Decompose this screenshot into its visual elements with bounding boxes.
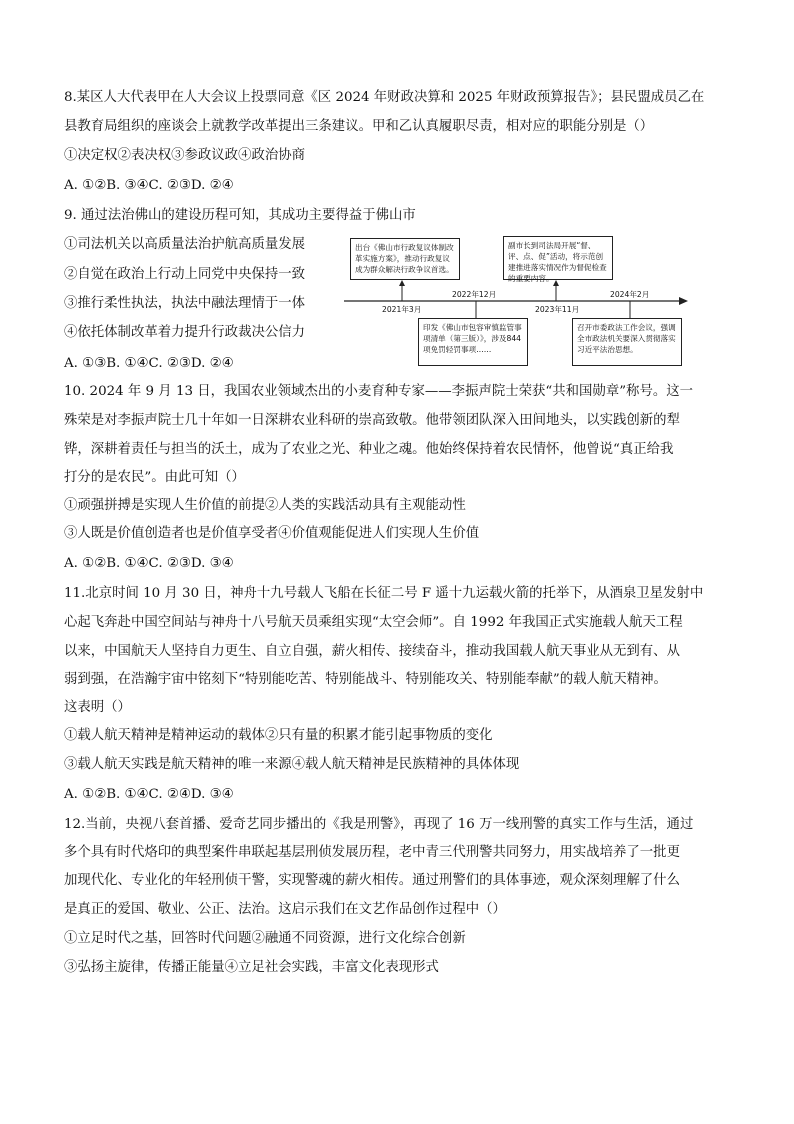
q10-stem-line4: 打分的是农民”。由此可知（）	[64, 470, 245, 485]
q10-items2: ③人既是价值创造者也是价值享受者④价值观能促进人们实现人生价值	[64, 526, 480, 541]
q10-stem-line2: 殊荣是对李振声院士几十年如一日深耕农业科研的崇高致敬。他带领团队深入田间地头，以实践创新的犁	[64, 413, 680, 428]
q9-item3: ③推行柔性执法，执法中融法理情于一体	[64, 296, 306, 311]
timeline-box-2023: 副市长到司法局开展“督、评、点、促”活动，将示范创建推进落实情况作为督促检查的重要内容。	[503, 236, 613, 280]
q9-timeline-figure	[340, 228, 690, 370]
q11-stem-line4: 弱到强，在浩瀚宇宙中铭刻下“特别能吃苦、特别能战斗、特别能攻关、特别能奉献”的载人航天精神。	[64, 672, 667, 687]
q9-item2: ②自觉在政治上行动上同党中央保持一致	[64, 267, 306, 282]
q10-items1: ①顽强拼搏是实现人生价值的前提②人类的实践活动具有主观能动性	[64, 498, 466, 513]
timeline-date-2021: 2021年3月	[382, 305, 422, 314]
q9-stem: 9. 通过法治佛山的建设历程可知，其成功主要得益于佛山市	[64, 208, 416, 223]
q8-options: A. ①②B. ③④C. ②③D. ②④	[64, 178, 234, 193]
timeline-date-2024: 2024年2月	[610, 290, 650, 299]
q8-stem-line2: 县教育局组织的座谈会上就教学改革提出三条建议。甲和乙认真履职尽责，相对应的职能分别是（）	[64, 119, 654, 134]
q8-items: ①决定权②表决权③参政议政④政治协商	[64, 148, 306, 163]
q12-items1: ①立足时代之基，回答时代问题②融通不同资源，进行文化综合创新	[64, 931, 466, 946]
q11-stem-line5: 这表明（）	[64, 700, 131, 715]
q11-stem-line3: 以来，中国航天人坚持自力更生、自立自强，薪火相传、接续奋斗，推动我国载人航天事业从无到有、从	[64, 644, 680, 659]
q11-options: A. ①②B. ①④C. ②④D. ③④	[64, 787, 234, 802]
timeline-box-2021: 出台《佛山市行政复议体制改革实施方案》，推动行政复议成为群众解决行政争议首选。	[350, 238, 460, 280]
arrow-up-icon	[399, 280, 405, 286]
q12-items2: ③弘扬主旋律，传播正能量④立足社会实践，丰富文化表现形式	[64, 960, 439, 975]
q8-stem-line1: 8.某区人大代表甲在人大会议上投票同意《区 2024 年财政决算和 2025 年财政预算报告》；县民盟成员乙在	[64, 90, 705, 105]
timeline-date-2023: 2023年11月	[535, 305, 580, 314]
q9-item1: ①司法机关以高质量法治护航高质量发展	[64, 237, 306, 252]
q11-stem-line1: 11.北京时间 10 月 30 日，神舟十九号载人飞船在长征二号 F 遥十九运载火箭的托举下，从酒泉卫星发射中	[64, 586, 704, 601]
timeline-box-2022: 印发《佛山市包容审慎监管事项清单（第三版）》，涉及844项免罚轻罚事项……	[418, 318, 528, 366]
q12-stem-line3: 加现代化、专业化的年轻刑侦干警，实现警魂的薪火相传。通过刑警们的具体事迹，观众深刻理解了什么	[64, 873, 680, 888]
timeline-date-2022: 2022年12月	[452, 290, 497, 299]
timeline-arrow-icon	[679, 297, 688, 305]
q11-items2: ③载人航天实践是航天精神的唯一来源④载人航天精神是民族精神的具体体现	[64, 757, 520, 772]
q12-stem-line1: 12.当前，央视八套首播、爱奇艺同步播出的《我是刑警》，再现了 16 万一线刑警的真实工作与生活，通过	[64, 817, 694, 832]
q9-item4: ④依托体制改革着力提升行政裁决公信力	[64, 325, 306, 340]
q12-stem-line4: 是真正的爱国、敬业、公正、法治。这启示我们在文艺作品创作过程中（）	[64, 902, 506, 917]
q12-stem-line2: 多个具有时代烙印的典型案件串联起基层刑侦发展历程，老中青三代刑警共同努力，用实战培养了一批更	[64, 845, 680, 860]
q10-stem-line1: 10. 2024 年 9 月 13 日，我国农业领域杰出的小麦育种专家——李振声院士荣获“共和国勋章”称号。这一	[64, 384, 694, 399]
q11-items1: ①载人航天精神是精神运动的载体②只有量的积累才能引起事物质的变化	[64, 728, 493, 743]
q11-stem-line2: 心起飞奔赴中国空间站与神舟十八号航天员乘组实现“太空会师”。自 1992 年我国正式实施载人航天工程	[64, 615, 683, 630]
q10-options: A. ①②B. ①④C. ②③D. ③④	[64, 556, 234, 571]
timeline-box-2024: 召开市委政法工作会议，强调全市政法机关要深入贯彻落实习近平法治思想。	[572, 318, 682, 366]
q9-options: A. ①③B. ①④C. ②③D. ②④	[64, 356, 234, 371]
q10-stem-line3: 铧，深耕着责任与担当的沃土，成为了农业之光、种业之魂。他始终保持着农民情怀，他曾说“真正给我	[64, 442, 674, 457]
